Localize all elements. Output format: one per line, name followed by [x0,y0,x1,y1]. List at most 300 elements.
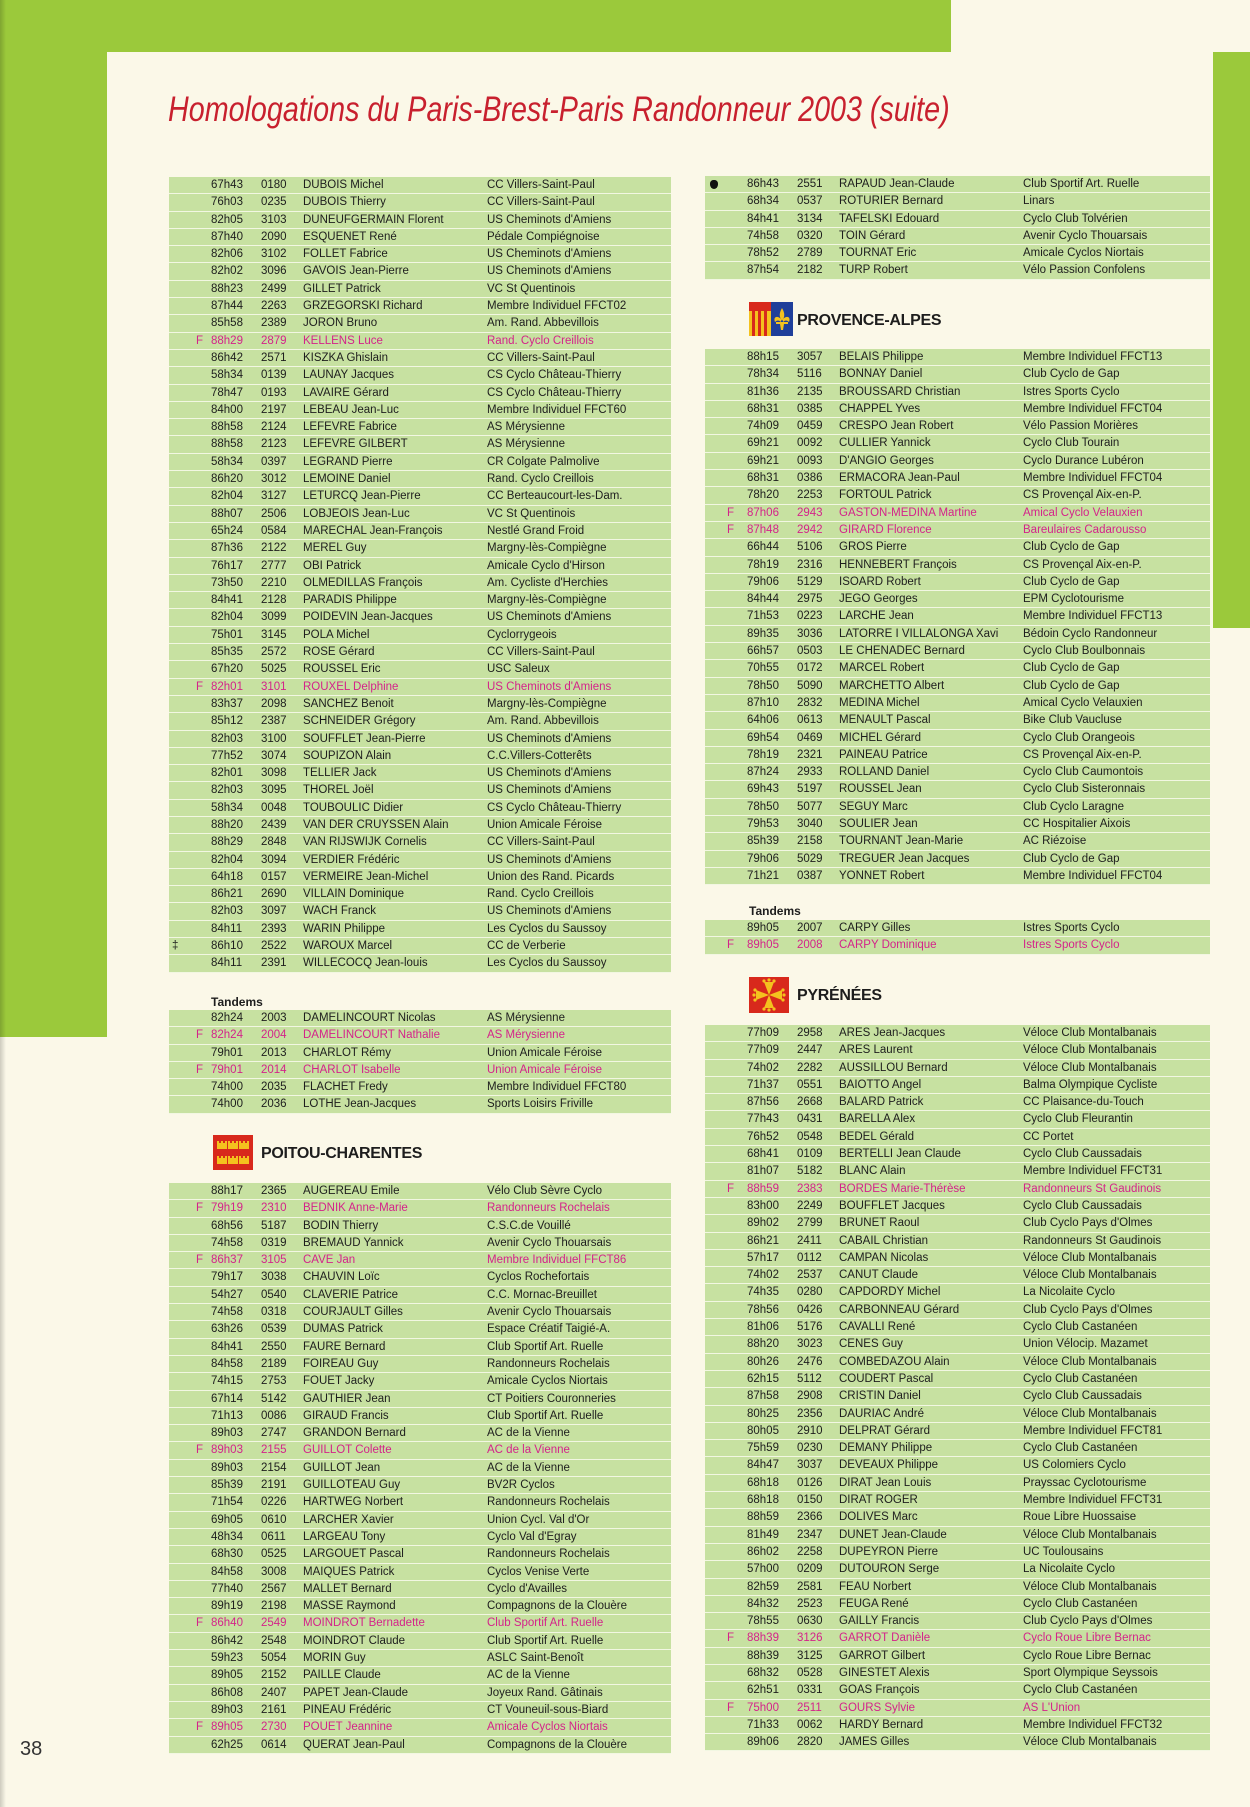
row-club: Randonneurs St Gaudinois [1023,1182,1162,1195]
table-row [705,1544,1210,1561]
row-time: 68h31 [747,402,779,415]
row-time: 88h20 [211,818,243,831]
row-club: Membre Individuel FFCT31 [1023,1165,1163,1178]
row-club: Club Cyclo de Gap [1023,575,1120,588]
region-title: POITOU-CHARENTES [261,1145,423,1162]
row-name: WAROUX Marcel [303,940,393,953]
row-club: Cyclorrygeois [487,628,557,641]
row-club: Club Sportif Art. Ruelle [1023,178,1140,190]
row-number: 2122 [261,542,287,555]
row-club: Nestlé Grand Froid [487,524,585,537]
row-name: BELAIS Philippe [839,351,924,363]
row-time: 86h43 [747,178,779,190]
row-name: ESQUENET René [303,230,397,243]
row-number: 0386 [797,472,823,485]
row-number: 3103 [261,213,287,226]
row-name: HENNEBERT François [839,558,957,571]
row-number: 0193 [261,386,287,399]
row-time: 89h06 [747,1736,779,1749]
row-name: SEGUY Marc [839,800,908,813]
row-number: 0387 [797,869,823,882]
row-name: ERMACORA Jean-Paul [839,472,960,485]
row-club: Membre Individuel FFCT13 [1023,610,1163,623]
row-number: 0614 [261,1738,287,1751]
table-row [705,1025,1210,1042]
row-club: CC Villers-Saint-Paul [487,351,595,364]
row-number: 3097 [261,905,287,918]
row-club: Compagnons de la Clouère [487,1600,628,1613]
row-name: ROLLAND Daniel [839,766,930,779]
row-number: 5054 [261,1652,287,1665]
row-time: 84h58 [211,1565,243,1578]
row-time: 86h37 [211,1254,243,1267]
table-row [169,1062,671,1079]
table-row [169,1425,671,1442]
row-number: 2253 [797,489,823,502]
table-row [705,211,1210,228]
row-number: 5142 [261,1392,287,1405]
row-number: 2908 [797,1390,823,1403]
row-time: 88h23 [211,282,243,295]
table-row [705,366,1210,383]
row-time: 88h58 [211,421,243,434]
row-number: 0525 [261,1548,287,1561]
row-club: Cyclos Venise Verte [487,1565,590,1578]
green-band-left [0,0,107,1037]
row-club: Rand. Cyclo Creillois [487,473,594,486]
table-row [169,834,671,851]
row-number: 0551 [797,1078,823,1091]
row-number: 2123 [261,438,287,451]
row-number: 3101 [261,680,287,693]
row-time: 74h02 [747,1061,779,1074]
row-name: DUTOURON Serge [839,1563,940,1576]
row-club: Bédoin Cyclo Randonneur [1023,627,1158,640]
row-name: CULLIER Yannick [839,437,931,450]
table-row [169,1235,671,1252]
row-club: CT Poitiers Couronneries [487,1392,616,1405]
row-club: Vélo Passion Confolens [1023,264,1146,277]
row-name: JEGO Georges [839,593,918,606]
row-number: 2407 [261,1686,287,1699]
row-club: AC Riézoise [1023,835,1087,848]
table-row [705,1648,1210,1665]
row-time: 69h54 [747,731,779,744]
row-club: Am. Rand. Abbevillois [487,715,599,728]
table-row [705,1267,1210,1284]
row-time: 89h35 [747,627,779,640]
row-number: 2567 [261,1582,287,1595]
row-time: 78h55 [747,1615,779,1628]
table-row [169,1408,671,1425]
row-time: 73h50 [211,576,243,589]
row-club: CC Plaisance-du-Touch [1023,1096,1144,1109]
table-row [705,660,1210,677]
table-row [705,1579,1210,1596]
row-number: 2003 [261,1012,287,1024]
table-row [169,696,671,713]
table-row [705,1630,1210,1647]
row-name: MALLET Bernard [303,1582,392,1595]
row-name: CAPDORDY Michel [839,1286,941,1299]
row-number: 5029 [797,852,823,865]
poitou-charentes-table [169,1183,671,1754]
row-number: 2537 [797,1269,823,1282]
row-time: 89h05 [747,939,779,952]
row-time: 86h20 [211,473,243,486]
row-club: Randonneurs Rochelais [487,1202,610,1215]
row-club: Amical Cyclo Velauxien [1023,696,1143,709]
row-name: GARROT Gilbert [839,1649,926,1662]
row-time: 89h05 [211,1721,243,1734]
row-number: 2154 [261,1461,287,1474]
table-row [169,1356,671,1373]
region-title: PYRÉNÉES [797,987,882,1004]
row-time: 69h43 [747,783,779,796]
row-club: Cyclo Roue Libre Bernac [1023,1632,1151,1645]
row-time: 89h19 [211,1600,243,1613]
row-name: YONNET Robert [839,869,925,882]
row-time: 82h03 [211,784,243,797]
row-number: 3126 [797,1632,823,1645]
row-club: CS Provençal Aix-en-P. [1023,748,1142,761]
row-club: Cyclo Durance Lubéron [1023,454,1144,467]
row-name: TAFELSKI Edouard [839,212,940,225]
row-name: VAN RIJSWIJK Cornelis [303,836,427,849]
row-name: GROS Pierre [839,541,907,554]
row-number: 2550 [261,1340,287,1353]
row-club: Véloce Club Montalbanais [1023,1407,1157,1420]
row-club: AS Mérysienne [487,438,565,451]
row-marker: F [727,1632,735,1645]
row-name: CARBONNEAU Gérard [839,1303,960,1316]
row-club: Balma Olympique Cycliste [1023,1078,1158,1091]
row-time: 71h54 [211,1496,243,1509]
row-club: Membre Individuel FFCT60 [487,403,627,416]
row-club: Véloce Club Montalbanais [1023,1355,1157,1368]
row-time: 88h20 [747,1338,779,1351]
row-number: 3023 [797,1338,823,1351]
row-name: BRUNET Raoul [839,1217,920,1230]
row-time: 88h17 [211,1185,243,1197]
table-row [169,1581,671,1598]
bullet-icon [710,180,718,189]
row-number: 2191 [261,1479,287,1492]
row-number: 0280 [797,1286,823,1299]
row-number: 2730 [261,1721,287,1734]
row-name: BARELLA Alex [839,1113,916,1126]
row-marker: F [196,1063,204,1076]
row-club: Membre Individuel FFCT81 [1023,1424,1163,1437]
row-name: LEMOINE Daniel [303,473,391,486]
row-number: 0048 [261,801,287,814]
row-name: CANUT Claude [839,1269,919,1282]
table-row [705,1388,1210,1405]
table-row [169,713,671,730]
row-time: 58h34 [211,369,243,382]
row-club: Randonneurs St Gaudinois [1023,1234,1162,1247]
table-row [705,730,1210,747]
row-time: 68h41 [747,1148,779,1161]
row-time: 88h58 [211,438,243,451]
table-row [169,1650,671,1667]
row-club: Cyclo Club Tourain [1023,437,1120,450]
row-name: CRESPO Jean Robert [839,420,954,433]
table-row [705,1146,1210,1163]
row-club: Club Cyclo Pays d'Olmes [1023,1615,1153,1628]
row-number: 2013 [261,1046,287,1059]
table-row [169,661,671,678]
row-name: DAMELINCOURT Nicolas [303,1012,436,1024]
row-number: 0331 [797,1684,823,1697]
row-club: Randonneurs Rochelais [487,1357,610,1370]
row-name: GUILLOT Jean [303,1461,381,1474]
row-number: 0584 [261,524,287,537]
table-row [705,1440,1210,1457]
pyrenees-table [705,1025,1210,1751]
row-name: LEGRAND Pierre [303,455,393,468]
row-club: CC Hospitalier Aixois [1023,818,1131,831]
row-number: 3127 [261,490,287,503]
row-club: Cyclo Club Castanéen [1023,1597,1138,1610]
row-number: 0611 [261,1530,286,1543]
row-time: 78h52 [747,247,779,260]
row-name: BERTELLI Jean Claude [839,1148,961,1161]
row-number: 2356 [797,1407,823,1420]
table-row [169,1719,671,1736]
row-time: 65h24 [211,524,243,537]
row-club: C.S.C.de Vouillé [487,1219,571,1232]
table-row [169,609,671,626]
row-name: FAURE Bernard [303,1340,386,1353]
table-row [169,194,671,211]
table-row [169,921,671,938]
row-time: 87h24 [747,766,779,779]
row-time: 68h30 [211,1548,243,1561]
row-club: US Cheminots d'Amiens [487,905,612,918]
row-club: Amicale Cyclos Niortais [1023,247,1144,260]
row-club: Rand. Cyclo Creillois [487,334,594,347]
row-time: 80h26 [747,1355,779,1368]
row-club: Véloce Club Montalbanais [1023,1044,1157,1057]
table-row [705,816,1210,833]
row-time: 74h35 [747,1286,779,1299]
row-number: 5182 [797,1165,823,1178]
row-time: 79h06 [747,575,779,588]
table-row [169,454,671,471]
row-number: 0172 [797,662,823,675]
row-name: ROUSSEL Jean [839,783,922,796]
row-club: Membre Individuel FFCT32 [1023,1718,1163,1731]
row-club: Am. Rand. Abbevillois [487,317,599,330]
row-time: 68h18 [747,1476,779,1489]
row-number: 2189 [261,1357,287,1370]
row-name: CRISTIN Daniel [839,1390,921,1403]
row-time: 62h51 [747,1684,779,1697]
row-time: 78h47 [211,386,243,399]
row-club: Istres Sports Cyclo [1023,385,1120,398]
row-club: Cyclo Club Castanéen [1023,1321,1138,1334]
row-name: GINESTET Alexis [839,1666,930,1679]
table-row [705,1233,1210,1250]
table-row [705,487,1210,504]
row-name: GRZEGORSKI Richard [303,300,423,313]
row-name: FOUET Jacky [303,1375,375,1388]
row-time: 68h34 [747,195,779,208]
table-row [705,747,1210,764]
row-time: 88h15 [747,351,779,363]
row-time: 85h39 [747,835,779,848]
table-row [169,1183,671,1200]
row-number: 2777 [261,559,287,572]
row-name: MICHEL Gérard [839,731,922,744]
row-club: UC Toulousains [1023,1545,1104,1558]
row-number: 2090 [261,230,287,243]
row-time: 54h27 [211,1288,243,1301]
row-time: 74h00 [211,1081,243,1094]
row-time: 79h53 [747,818,779,831]
table-row [705,228,1210,245]
row-name: LEBEAU Jean-Luc [303,403,399,416]
table-row [169,1685,671,1702]
row-marker: F [727,1701,735,1714]
row-time: 86h10 [211,940,243,953]
row-number: 2198 [261,1600,287,1613]
table-row [169,627,671,644]
table-row [169,436,671,453]
table-row [705,1215,1210,1232]
table-row [169,1321,671,1338]
row-time: 86h08 [211,1686,243,1699]
row-number: 0150 [797,1494,823,1507]
region-header-provence-alpes [705,302,1210,338]
row-club: AS Mérysienne [487,1029,565,1042]
row-name: VAN DER CRUYSSEN Alain [303,818,449,831]
table-row [705,349,1210,366]
row-club: Cyclo Club Fleurantin [1023,1113,1133,1126]
row-time: 89h03 [211,1461,243,1474]
row-name: DUNEUFGERMAIN Florent [303,213,444,226]
row-number: 0469 [797,731,823,744]
table-row [169,1096,671,1113]
row-number: 3102 [261,248,287,261]
page-spine-shadow [0,0,6,1807]
row-name: PAPET Jean-Claude [303,1686,409,1699]
row-club: AC de la Vienne [487,1669,570,1682]
row-number: 2476 [797,1355,823,1368]
row-club: Club Cyclo de Gap [1023,368,1120,381]
row-number: 2249 [797,1199,823,1212]
table-row [705,1198,1210,1215]
row-club: Amicale Cyclos Niortais [487,1721,608,1734]
row-name: WARIN Philippe [303,922,386,935]
row-time: 74h15 [211,1375,243,1388]
table-row [705,1457,1210,1474]
row-time: 80h05 [747,1424,779,1437]
row-club: Pédale Compiégnoise [487,230,600,243]
row-number: 3008 [261,1565,287,1578]
table-row [169,852,671,869]
row-number: 3098 [261,767,287,780]
table-row [169,1494,671,1511]
row-name: BLANC Alain [839,1165,906,1178]
row-club: US Cheminots d'Amiens [487,611,612,624]
page-number: 38 [20,1738,43,1760]
row-time: 88h29 [211,334,243,347]
row-name: BAIOTTO Angel [839,1078,922,1091]
row-number: 2158 [797,835,823,848]
row-number: 3100 [261,732,287,745]
row-number: 2263 [261,300,287,313]
row-number: 0503 [797,645,823,658]
table-row [169,1702,671,1719]
row-club: AC de la Vienne [487,1461,570,1474]
row-club: Cyclo Club Castanéen [1023,1684,1138,1697]
row-name: ROSE Gérard [303,646,375,659]
row-name: TOIN Gérard [839,229,906,242]
row-name: GOAS François [839,1684,920,1697]
row-number: 5197 [797,783,823,796]
row-name: LARGEAU Tony [303,1530,386,1543]
row-number: 0540 [261,1288,287,1301]
table-row [169,765,671,782]
row-time: 77h09 [747,1027,779,1039]
table-row [169,1529,671,1546]
row-name: TREGUER Jean Jacques [839,852,970,865]
row-name: LETURCQ Jean-Pierre [303,490,421,503]
row-time: 78h56 [747,1303,779,1316]
row-name: QUERAT Jean-Paul [303,1738,405,1751]
row-number: 0385 [797,402,823,415]
row-club: AC de la Vienne [487,1444,570,1457]
row-name: COUDERT Pascal [839,1372,934,1385]
row-number: 2668 [797,1096,823,1109]
row-club: Club Sportif Art. Ruelle [487,1340,604,1353]
row-number: 3096 [261,265,287,278]
row-number: 2365 [261,1185,287,1197]
row-club: US Cheminots d'Amiens [487,732,612,745]
table-row [169,315,671,332]
row-name: ARES Jean-Jacques [839,1027,946,1039]
row-time: 81h07 [747,1165,779,1178]
row-name: FLACHET Fredy [303,1081,388,1094]
row-club: Club Cyclo de Gap [1023,852,1120,865]
table-row [169,1460,671,1477]
row-marker: F [196,680,204,693]
row-name: FEAU Norbert [839,1580,912,1593]
row-time: 87h40 [211,230,243,243]
table-row [705,574,1210,591]
row-club: Cyclo Club Orangeois [1023,731,1135,744]
table-row [169,229,671,246]
row-name: LAVAIRE Gérard [303,386,389,399]
row-club: Cyclo Club Castanéen [1023,1442,1138,1455]
row-time: 82h02 [211,265,243,278]
table-row [705,1700,1210,1717]
row-name: DELPRAT Gérard [839,1424,930,1437]
table-row [705,1354,1210,1371]
row-time: 67h43 [211,179,243,191]
row-time: 74h09 [747,420,779,433]
table-row [705,1250,1210,1267]
table-row [705,193,1210,210]
row-club: Véloce Club Montalbanais [1023,1736,1157,1749]
row-number: 0610 [261,1513,287,1526]
row-name: DOLIVES Marc [839,1511,918,1524]
row-time: 71h53 [747,610,779,623]
row-number: 2690 [261,888,287,901]
row-name: AUSSILLOU Bernard [839,1061,948,1074]
